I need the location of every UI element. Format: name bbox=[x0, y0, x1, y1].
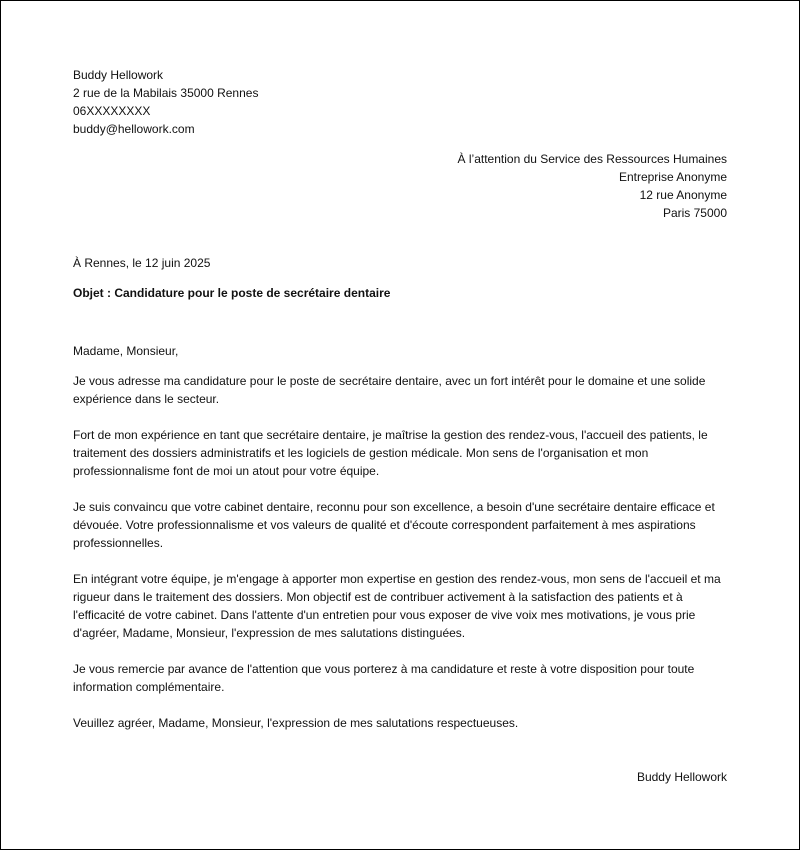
sender-address: 2 rue de la Mabilais 35000 Rennes bbox=[73, 86, 259, 100]
recipient-street: 12 rue Anonyme bbox=[639, 188, 727, 202]
paragraph-5: Je vous remercie par avance de l'attention que vous porterez à ma candidature et reste à votre disposition pour toute information complémentaire. bbox=[73, 662, 695, 694]
letter-closing: Veuillez agréer, Madame, Monsieur, l'expression de mes salutations respectueuses. bbox=[73, 716, 519, 730]
sender-name: Buddy Hellowork bbox=[73, 68, 164, 82]
recipient-company: Entreprise Anonyme bbox=[618, 170, 727, 184]
paragraph-4: En intégrant votre équipe, je m'engage à apporter mon expertise en gestion des rendez-vous, mon sens de l'accueil et ma rigueur dans le traitement des dossiers. Mon objectif est de contribuer activement à la satisfaction des patients et à l'efficacité de votre cabinet. Dans l'attente d'un entretien pour vous exposer de vive voix mes motivations, je vous prie d'agréer, Madame, Monsieur, l'expression de mes salutations distinguées. bbox=[73, 572, 721, 640]
paragraph-3: Je suis convaincu que votre cabinet dentaire, reconnu pour son excellence, a besoin d'une secrétaire dentaire efficace et dévouée. Votre professionnalisme et vos valeurs de qualité et d'écoute correspondent parfaitement à mes aspirations professionnelles. bbox=[73, 500, 715, 550]
letter-salutation: Madame, Monsieur, bbox=[73, 344, 179, 358]
letter-body bbox=[73, 372, 729, 732]
sender-block bbox=[73, 66, 258, 138]
sender-phone: 06XXXXXXXX bbox=[73, 104, 151, 118]
letter-date: À Rennes, le 12 juin 2025 bbox=[73, 256, 211, 270]
letter-subject: Objet : Candidature pour le poste de secrétaire dentaire bbox=[73, 286, 391, 300]
recipient-attention: À l’attention du Service des Ressources Humaines bbox=[457, 152, 727, 166]
recipient-city: Paris 75000 bbox=[662, 206, 727, 220]
paragraph-1: Je vous adresse ma candidature pour le poste de secrétaire dentaire, avec un fort intérêt pour le domaine et une solide expérience dans le secteur. bbox=[73, 374, 706, 406]
sender-email: buddy@hellowork.com bbox=[73, 122, 195, 136]
recipient-block bbox=[458, 150, 727, 222]
letter-signature: Buddy Hellowork bbox=[636, 770, 727, 784]
paragraph-2: Fort de mon expérience en tant que secrétaire dentaire, je maîtrise la gestion des rendez-vous, l'accueil des patients, le traitement des dossiers administratifs et les logiciels de gestion médicale. Mon sens de l'organisation et mon professionnalisme font de moi un atout pour votre équipe. bbox=[73, 428, 708, 478]
